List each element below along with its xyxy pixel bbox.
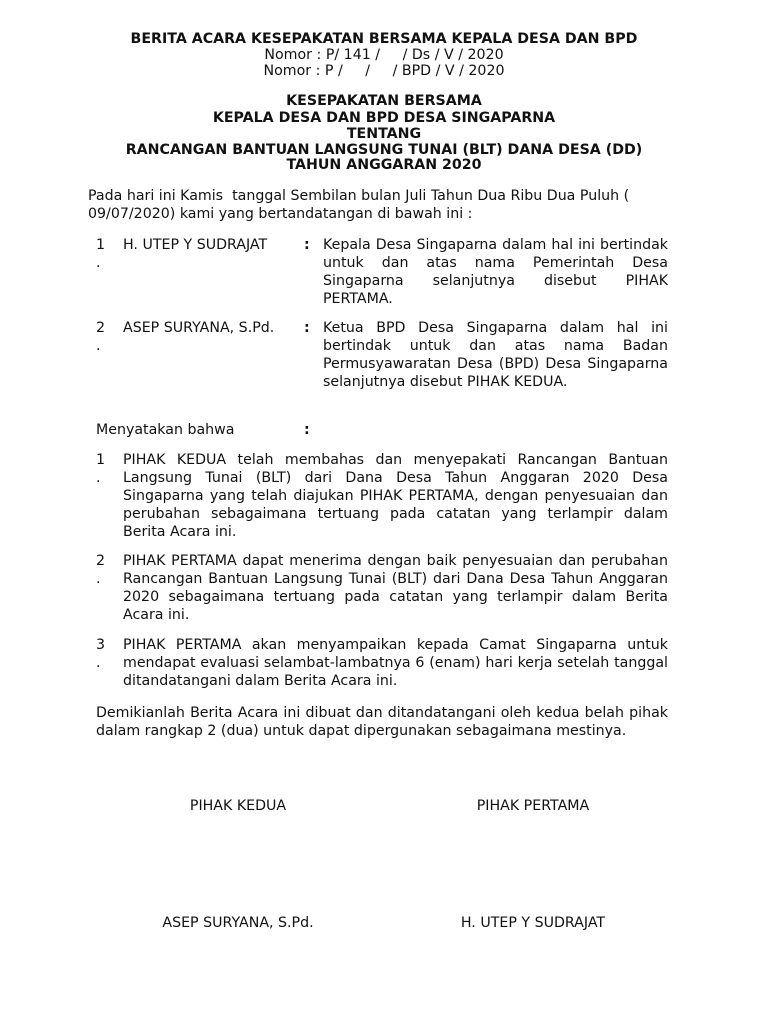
- party-1-number: 1 .: [96, 237, 106, 271]
- subheader-line-1: KESEPAKATAN BERSAMA: [286, 93, 482, 109]
- signature-right-role: PIHAK PERTAMA: [476, 798, 590, 814]
- signature-right-name: H. UTEP Y SUDRAJAT: [460, 915, 606, 931]
- closing-paragraph: Demikianlah Berita Acara ini dibuat dan ditandatangani oleh kedua belah pihak dalam rangkap 2 (dua) untuk dapat dipergunakan sebagaimana mestinya.: [96, 705, 668, 739]
- party-1-colon: :: [304, 237, 310, 253]
- party-1-description: Kepala Desa Singaparna dalam hal ini bertindak untuk dan atas nama Pemerintah Desa Singaparna selanjutnya disebut PIHAK PERTAMA.: [323, 237, 668, 307]
- point-3-number: 3 .: [96, 637, 106, 671]
- point-1-text: PIHAK KEDUA telah membahas dan menyepakati Rancangan Bantuan Langsung Tunai (BLT) dari Dana Desa Tahun Anggaran 2020 Desa Singaparna yang telah diajukan PIHAK PERTAMA, dengan penyesuaian dan perubahan sebagaimana tertuang pada catatan yang terlampir dalam Berita Acara ini.: [123, 452, 668, 540]
- document-title: BERITA ACARA KESEPAKATAN BERSAMA KEPALA DESA DAN BPD: [130, 31, 638, 47]
- intro-paragraph: Pada hari ini Kamis tanggal Sembilan bulan Juli Tahun Dua Ribu Dua Puluh ( 09/07/2020) kami yang bertandatangan di bawah ini :: [88, 188, 634, 222]
- subheader-line-2: KEPALA DESA DAN BPD DESA SINGAPARNA: [212, 110, 556, 126]
- document-number-bpd: Nomor : P / / / BPD / V / 2020: [263, 63, 505, 79]
- party-2-name: ASEP SURYANA, S.Pd.: [123, 320, 275, 336]
- subheader-line-5: TAHUN ANGGARAN 2020: [286, 157, 482, 173]
- subheader-line-3: TENTANG: [346, 126, 422, 142]
- statement-label: Menyatakan bahwa: [96, 422, 235, 438]
- party-2-colon: :: [304, 320, 310, 336]
- subheader-line-4: RANCANGAN BANTUAN LANGSUNG TUNAI (BLT) DANA DESA (DD): [125, 142, 643, 158]
- document-number-desa: Nomor : P/ 141 / / Ds / V / 2020: [264, 47, 504, 63]
- party-1-name: H. UTEP Y SUDRAJAT: [123, 237, 268, 253]
- signature-left-name: ASEP SURYANA, S.Pd.: [162, 915, 314, 931]
- point-2-text: PIHAK PERTAMA dapat menerima dengan baik penyesuaian dan perubahan Rancangan Bantuan Langsung Tunai (BLT) dari Dana Desa Tahun Anggaran 2020 sebagaimana tertuang pada catatan yang terlampir dalam Berita Acara ini.: [123, 553, 668, 623]
- signature-left-role: PIHAK KEDUA: [189, 798, 287, 814]
- statement-colon: :: [304, 422, 310, 438]
- point-2-number: 2 .: [96, 553, 106, 587]
- point-1-number: 1 .: [96, 452, 106, 486]
- point-3-text: PIHAK PERTAMA akan menyampaikan kepada Camat Singaparna untuk mendapat evaluasi selambat-lambatnya 6 (enam) hari kerja setelah tanggal ditandatangani dalam Berita Acara ini.: [123, 637, 668, 689]
- party-2-number: 2 .: [96, 320, 106, 354]
- party-2-description: Ketua BPD Desa Singaparna dalam hal ini bertindak untuk dan atas nama Badan Permusyawaratan Desa (BPD) Desa Singaparna selanjutnya disebut PIHAK KEDUA.: [323, 320, 668, 390]
